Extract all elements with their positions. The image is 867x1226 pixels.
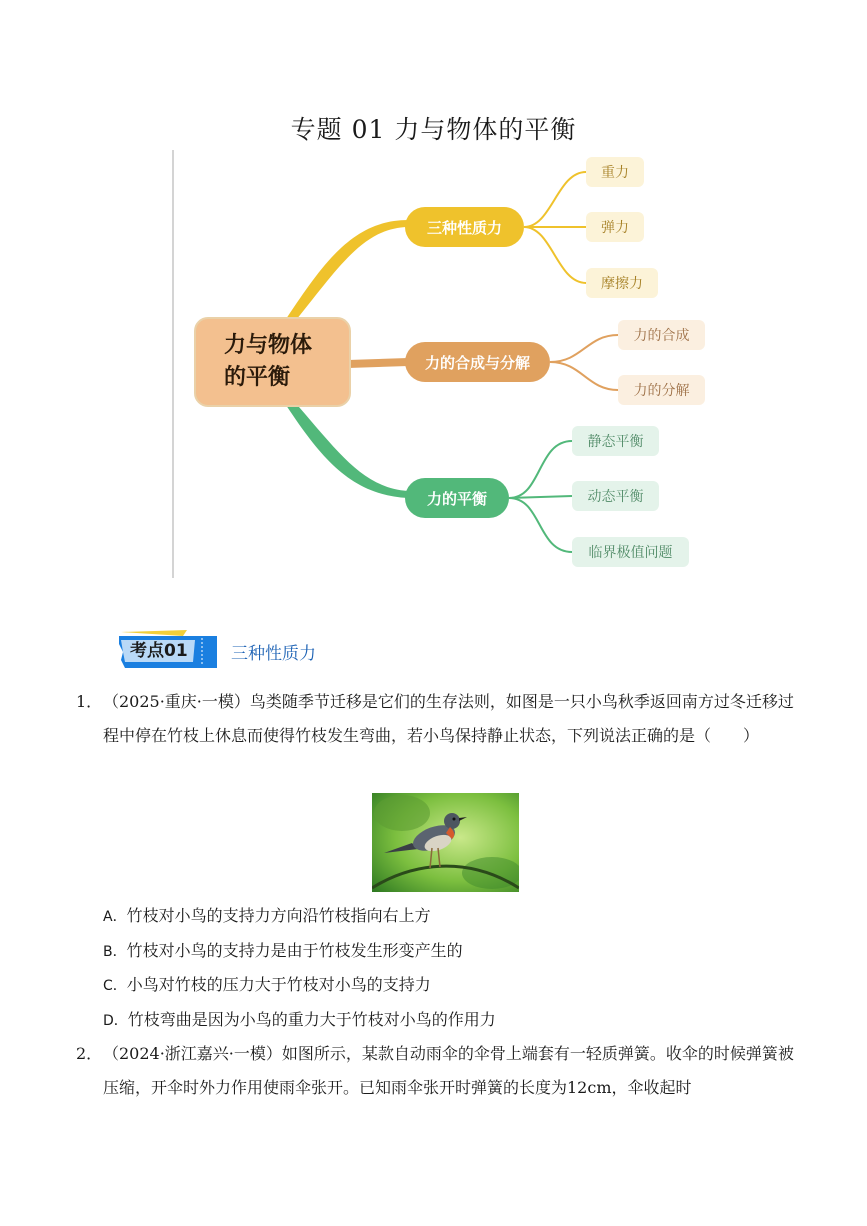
option-d: D．竹枝弯曲是因为小鸟的重力大于竹枝对小鸟的作用力 <box>103 1010 496 1029</box>
question-stem: （2025·重庆·一模）鸟类随季节迁移是它们的生存法则，如图是一只小鸟秋季返回南方过冬迁移过程中停在竹枝上休息而使得竹枝发生弯曲，若小鸟保持静止状态，下列说法正确的是（ ） <box>103 692 794 745</box>
connectors-b1-leaves <box>524 172 586 283</box>
section-title: 三种性质力 <box>231 644 316 664</box>
section-badge-label: 考点01 <box>130 641 188 661</box>
connectors-b2-leaves <box>550 335 618 390</box>
option-b: B．竹枝对小鸟的支持力是由于竹枝发生形变产生的 <box>103 941 463 960</box>
mind-map-root: 力与物体 的平衡 <box>194 317 351 407</box>
bird-photo <box>372 793 519 892</box>
branch-three-forces: 三种性质力 <box>405 207 524 247</box>
question-stem: （2024·浙江嘉兴·一模）如图所示，某款自动雨伞的伞骨上端套有一轻质弹簧。收伞的时候弹簧被压缩，开伞时外力作用使雨伞张开。已知雨伞张开时弹簧的长度为12cm，伞收起时 <box>103 1044 794 1097</box>
page-title: 专题 01 力与物体的平衡 <box>290 115 577 144</box>
connector-root-b2 <box>348 358 408 368</box>
leaf-elastic-force: 弹力 <box>586 212 644 242</box>
branch-composition-decomposition: 力的合成与分解 <box>405 342 550 382</box>
question-number: 2． <box>76 1044 103 1063</box>
option-c: C．小鸟对竹枝的压力大于竹枝对小鸟的支持力 <box>103 975 431 994</box>
leaf-dynamic-equilibrium: 动态平衡 <box>572 481 659 511</box>
option-a: A．竹枝对小鸟的支持力方向沿竹枝指向右上方 <box>103 906 431 925</box>
branch-equilibrium: 力的平衡 <box>405 478 509 518</box>
leaf-composition: 力的合成 <box>618 320 705 350</box>
question-1 <box>76 685 796 789</box>
connector-root-b3 <box>284 399 408 498</box>
connectors-b3-leaves <box>509 441 572 552</box>
leaf-critical-extreme: 临界极值问题 <box>572 537 689 567</box>
question-number: 1． <box>76 692 103 711</box>
leaf-friction: 摩擦力 <box>586 268 658 298</box>
question-2 <box>76 1037 796 1107</box>
leaf-decomposition: 力的分解 <box>618 375 705 405</box>
leaf-static-equilibrium: 静态平衡 <box>572 426 659 456</box>
mind-map <box>172 150 732 580</box>
connector-root-b1 <box>284 220 408 325</box>
leaf-gravity: 重力 <box>586 157 644 187</box>
